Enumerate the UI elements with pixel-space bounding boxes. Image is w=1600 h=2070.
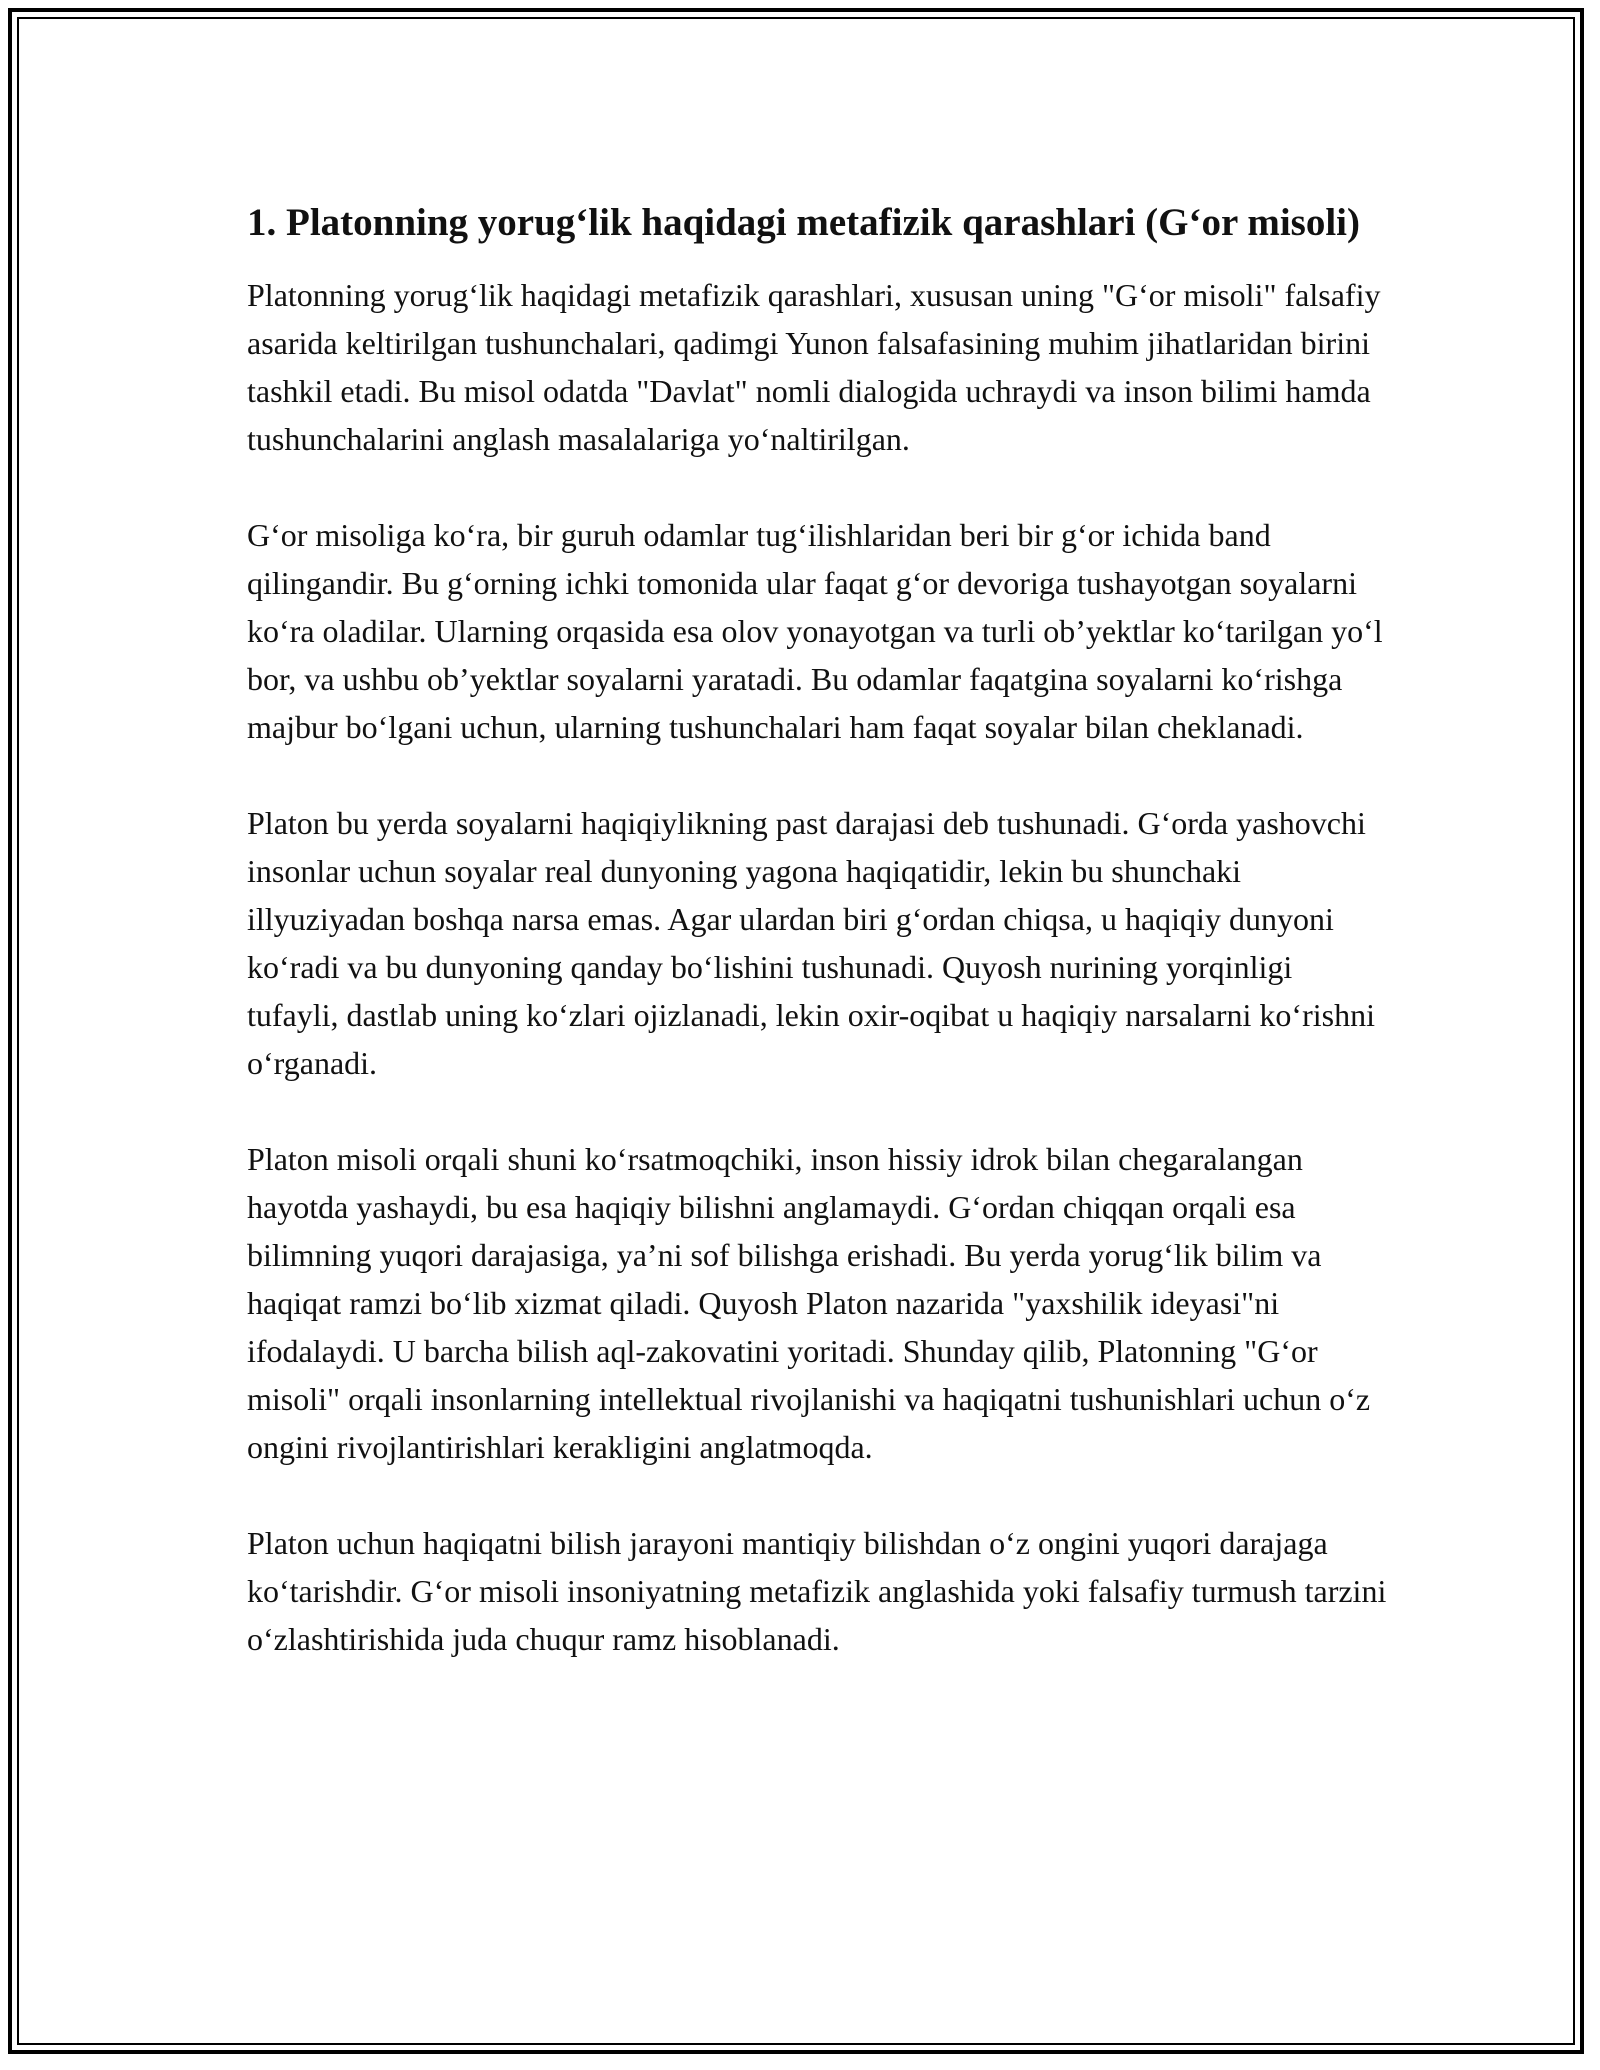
paragraph-5: Platon uchun haqiqatni bilish jarayoni mantiqiy bilishdan o‘z ongini yuqori darajaga ko‘tarishdir. G‘or misoli insoniyatning metafizik anglashida yoki falsafiy turmush tarzini o‘zlashtirishida juda chuqur ramz hisoblanadi.	[247, 1524, 1387, 1657]
paragraph-1: Platonning yorug‘lik haqidagi metafizik qarashlari, xususan uning "G‘or misoli" falsafiy asarida keltirilgan tushunchalari, qadimgi Yunon falsafasining muhim jihatlaridan birini tashkil etadi. Bu misol odatda "Davlat" nomli dialogida uchraydi va inson bilimi hamda tushunchalarini anglash masalalariga yo‘naltirilgan.	[247, 276, 1381, 457]
paragraph-4: Platon misoli orqali shuni ko‘rsatmoqchiki, inson hissiy idrok bilan chegaralangan hayotda yashaydi, bu esa haqiqiy bilishni anglamaydi. G‘ordan chiqqan orqali esa bilimning yuqori darajasiga, ya’ni sof bilishga erishadi. Bu yerda yorug‘lik bilim va haqiqat ramzi bo‘lib xizmat qiladi. Quyosh Platon nazarida "yaxshilik ideyasi"ni ifodalaydi. U barcha bilish aql-zakovatini yoritadi. Shunday qilib, Platonning "G‘or misoli" orqali insonlarning intellektual rivojlanishi va haqiqatni tushunishlari uchun o‘z ongini rivojlantirishlari kerakligini anglatmoqda.	[247, 1140, 1371, 1465]
paragraph-2: G‘or misoliga ko‘ra, bir guruh odamlar tug‘ilishlaridan beri bir g‘or ichida band qilingandir. Bu g‘orning ichki tomonida ular faqat g‘or devoriga tushayotgan soyalarni ko‘ra oladilar. Ularning orqasida esa olov yonayotgan va turli ob’yektlar ko‘tarilgan yo‘l bor, va ushbu ob’yektlar soyalarni yaratadi. Bu odamlar faqatgina soyalarni ko‘rishga majbur bo‘lgani uchun, ularning tushunchalari ham faqat soyalar bilan cheklanadi.	[247, 516, 1383, 745]
document-body	[247, 198, 1387, 1711]
section-heading: 1. Platonning yorug‘lik haqidagi metafizik qarashlari (G‘or misoli)	[247, 201, 1361, 244]
page-frame	[8, 8, 1584, 2054]
paragraph-3: Platon bu yerda soyalarni haqiqiylikning past darajasi deb tushunadi. G‘orda yashovchi insonlar uchun soyalar real dunyoning yagona haqiqatidir, lekin bu shunchaki illyuziyadan boshqa narsa emas. Agar ulardan biri g‘ordan chiqsa, u haqiqiy dunyoni ko‘radi va bu dunyoning qanday bo‘lishini tushunadi. Quyosh nurining yorqinligi tufayli, dastlab uning ko‘zlari ojizlanadi, lekin oxir-oqibat u haqiqiy narsalarni ko‘rishni o‘rganadi.	[247, 804, 1375, 1081]
